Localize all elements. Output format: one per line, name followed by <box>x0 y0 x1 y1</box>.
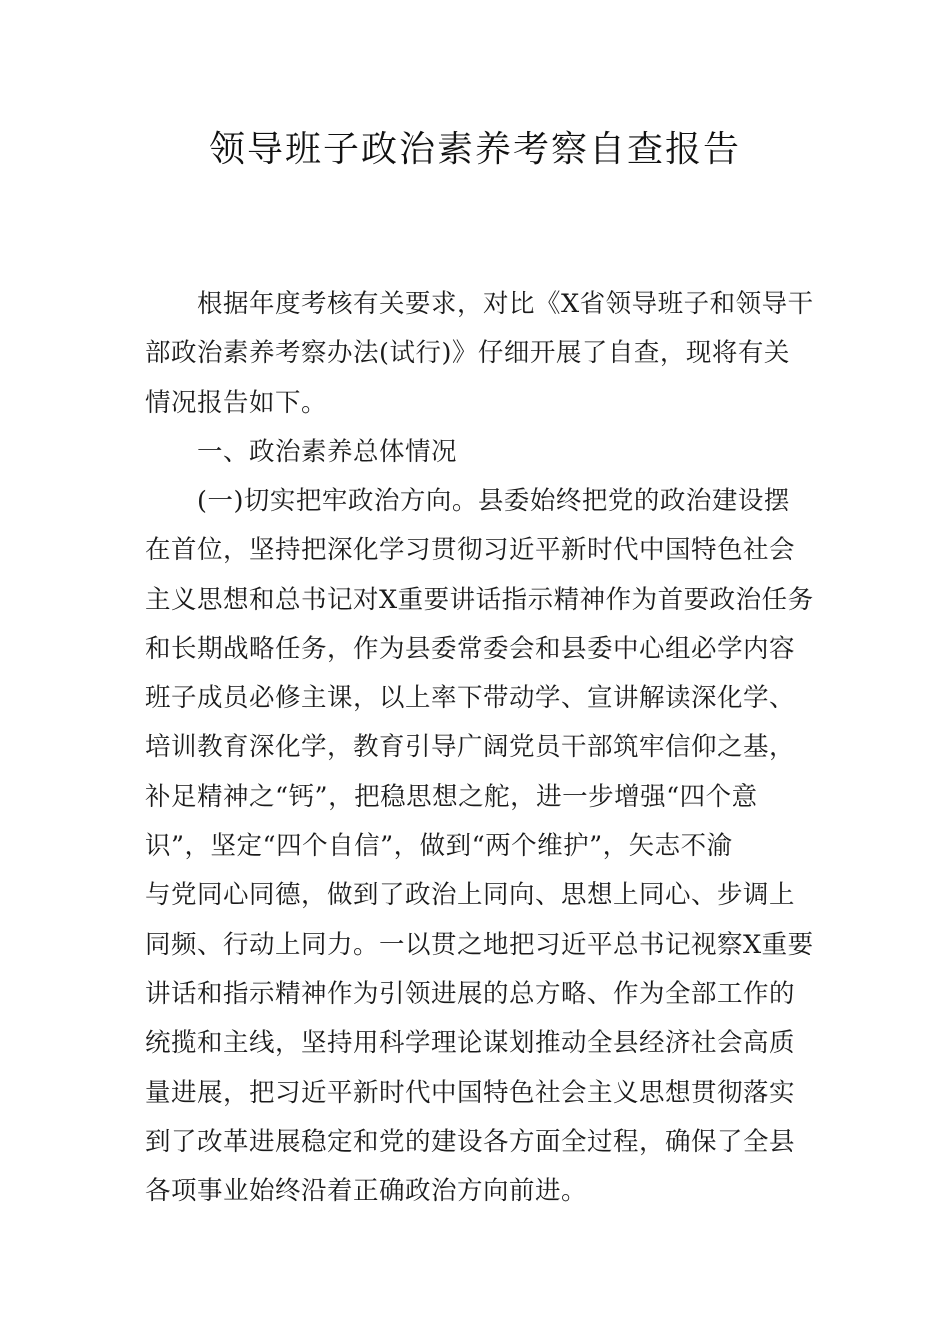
intro-line: 根据年度考核有关要求，对比《X省领导班子和领导干 <box>197 289 814 319</box>
paragraph-line: 班子成员必修主课，以上率下带动学、宣讲解读深化学、 <box>145 683 796 714</box>
paragraph-line: 在首位，坚持把深化学习贯彻习近平新时代中国特色社会 <box>145 535 796 566</box>
paragraph-line: 识”，坚定“四个自信”，做到“两个维护”，矢志不渝 <box>145 831 733 862</box>
paragraph-line: 量进展，把习近平新时代中国特色社会主义思想贯彻落实 <box>145 1077 796 1108</box>
paragraph-line: 统揽和主线，坚持用科学理论谋划推动全县经济社会高质 <box>145 1028 796 1059</box>
section-heading <box>145 428 810 477</box>
paragraph-line: 补足精神之“钙”，把稳思想之舵，进一步增强“四个意 <box>145 781 758 812</box>
paragraph-line: 主义思想和总书记对X重要讲话指示精神作为首要政治任务 <box>145 584 814 615</box>
section-heading-text: 一、政治素养总体情况 <box>197 437 458 467</box>
paragraph-line: 到了改革进展稳定和党的建设各方面全过程，确保了全县 <box>145 1126 796 1157</box>
intro-line: 情况报告如下。 <box>145 387 328 418</box>
paragraph-line: (一)切实把牢政治方向。县委始终把党的政治建设摆 <box>197 486 790 516</box>
paragraph-line: 讲话和指示精神作为引领进展的总方略、作为全部工作的 <box>145 978 796 1009</box>
paragraph-line: 各项事业始终沿着正确政治方向前进。 <box>145 1176 588 1207</box>
paragraph-line: 与党同心同德，做到了政治上同向、思想上同心、步调上 <box>145 880 796 911</box>
document-title: 领导班子政治素养考察自查报告 <box>208 129 741 170</box>
intro-paragraph <box>145 280 814 428</box>
intro-line: 部政治素养考察办法(试行)》仔细开展了自查，现将有关 <box>145 338 790 369</box>
paragraph-line: 和长期战略任务，作为县委常委会和县委中心组必学内容 <box>145 633 796 664</box>
paragraph-line: 培训教育深化学，教育引导广阔党员干部筑牢信仰之基， <box>145 732 796 763</box>
paragraph-1 <box>145 477 814 1216</box>
paragraph-line: 同频、行动上同力。一以贯之地把习近平总书记视察X重要 <box>145 929 814 960</box>
